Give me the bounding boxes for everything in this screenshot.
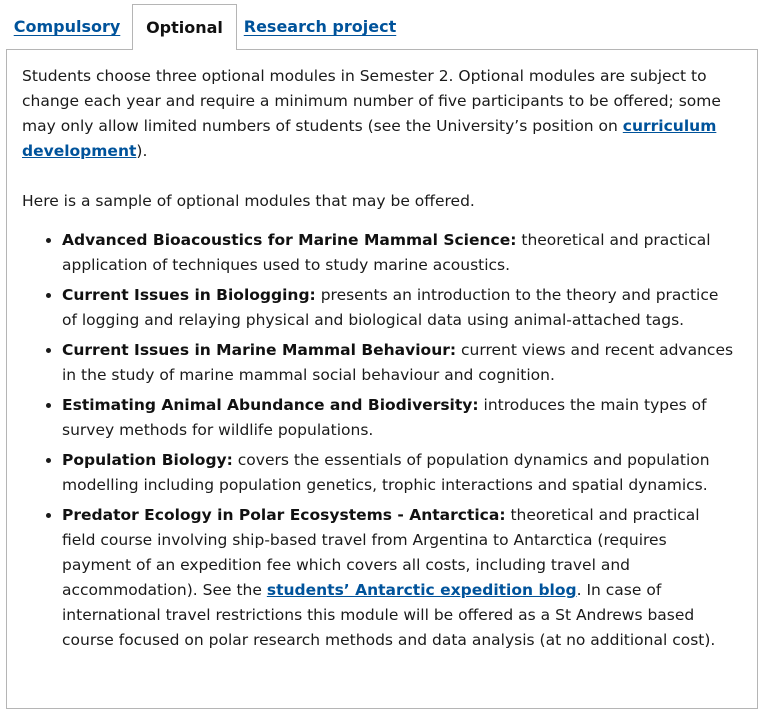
tab-bar	[6, 4, 760, 50]
module-desc: presents an introduction to the theory and practice of logging and relaying physical and biological data using animal-attached tags.	[62, 286, 719, 329]
antarctic-blog-link[interactable]: students’ Antarctic expedition blog	[266, 581, 577, 599]
list-item	[62, 338, 735, 388]
tab-optional[interactable]: Optional	[132, 4, 237, 50]
intro-paragraph	[22, 64, 735, 164]
module-title: Predator Ecology in Polar Ecosystems - Antarctica:	[62, 506, 506, 524]
sample-intro: Here is a sample of optional modules that may be offered.	[22, 192, 475, 210]
tab-panel-optional	[6, 49, 758, 709]
tab-research-project[interactable]: Research project	[243, 17, 397, 36]
intro-text: Students choose three optional modules in Semester 2. Optional modules are subject to change each year and require a minimum number of five participants to be offered; some may only allow limited numbers of students (see the University’s position on	[22, 67, 721, 135]
list-item	[62, 503, 735, 653]
module-desc: current views and recent advances in the study of marine mammal social behaviour and cognition.	[62, 341, 734, 384]
module-title: Population Biology:	[62, 451, 233, 469]
module-desc: covers the essentials of population dynamics and population modelling including population genetics, trophic interactions and spatial dynamics.	[62, 451, 710, 494]
list-item	[62, 283, 735, 333]
module-desc: theoretical and practical field course involving ship-based travel from Argentina to Antarctica (requires payment of an expedition fee which covers all costs, including travel and accommodation). See the	[62, 506, 700, 599]
module-desc: introduces the main types of survey methods for wildlife populations.	[62, 396, 707, 439]
intro-text-end: ).	[136, 142, 148, 160]
module-title: Current Issues in Biologging:	[62, 286, 316, 304]
curriculum-development-link[interactable]: curriculum development	[22, 117, 717, 160]
module-title: Current Issues in Marine Mammal Behaviour:	[62, 341, 457, 359]
tab-compulsory[interactable]: Compulsory	[13, 17, 121, 36]
module-title: Estimating Animal Abundance and Biodiversity:	[62, 396, 479, 414]
module-desc: theoretical and practical application of techniques used to study marine acoustics.	[62, 231, 711, 274]
list-item	[62, 393, 735, 443]
module-title: Advanced Bioacoustics for Marine Mammal Science:	[62, 231, 517, 249]
module-list	[22, 228, 735, 653]
list-item	[62, 448, 735, 498]
module-desc-end: . In case of international travel restrictions this module will be offered as a St Andrews based course focused on polar research methods and data analysis (at no additional cost).	[62, 581, 716, 649]
list-item	[62, 228, 735, 278]
